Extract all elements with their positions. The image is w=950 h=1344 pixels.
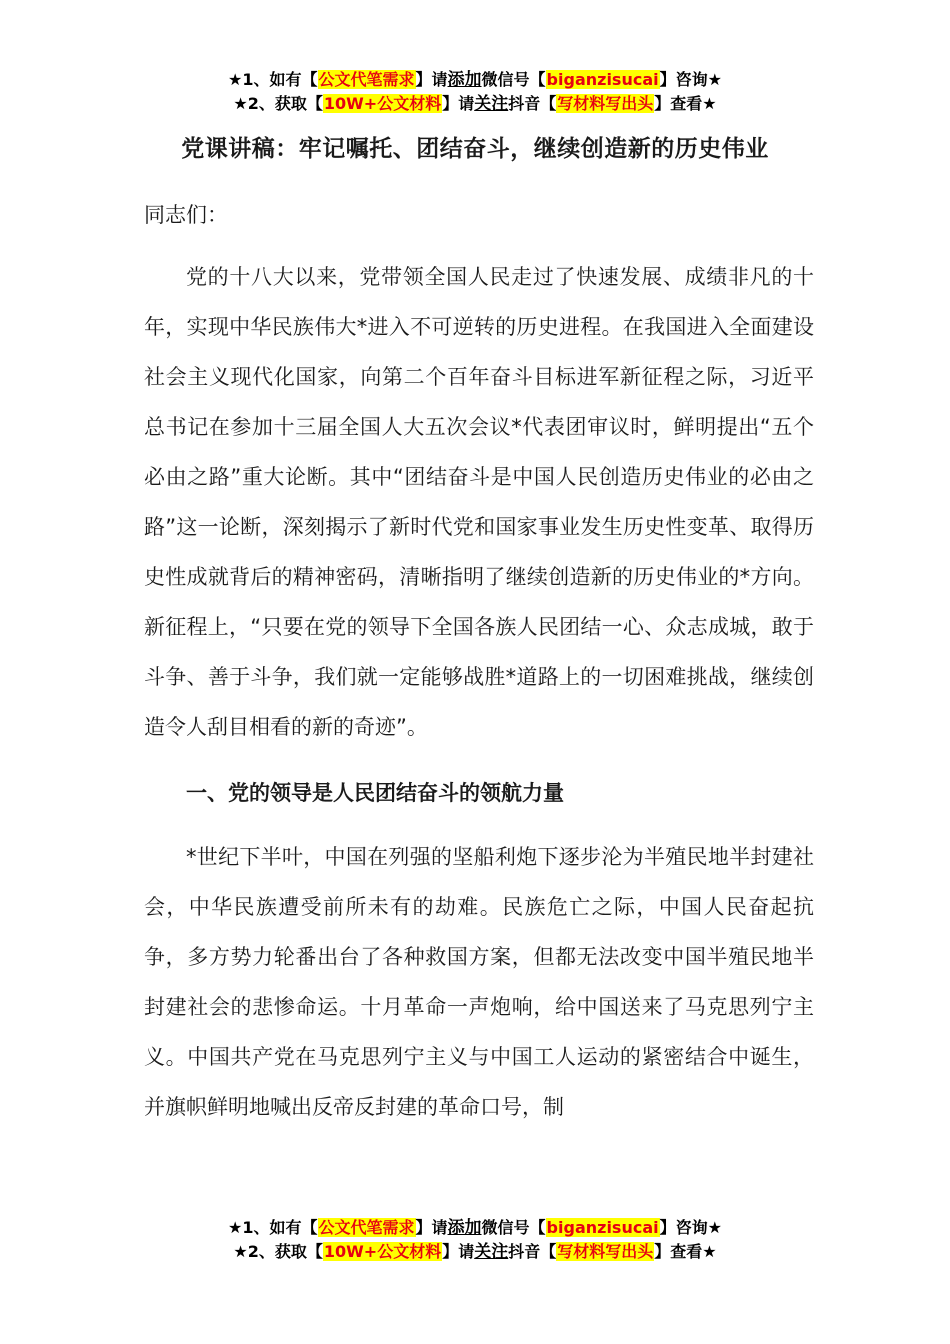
promo-emphasis: 添加 xyxy=(447,1218,482,1238)
promo-wechat-id: biganzisucai xyxy=(546,70,659,89)
bottom-promo-banner xyxy=(0,1216,950,1264)
promo-text: 】查看★ xyxy=(654,1242,717,1261)
promo-line-1 xyxy=(0,1216,950,1240)
promo-text: ★1、如有【 xyxy=(228,1218,318,1237)
document-title: 党课讲稿：牢记嘱托、团结奋斗，继续创造新的历史伟业 xyxy=(181,136,769,162)
promo-text: ★2、获取【 xyxy=(233,94,323,113)
promo-wechat-id: biganzisucai xyxy=(546,1218,659,1237)
section-heading: 一、党的领导是人民团结奋斗的领航力量 xyxy=(186,781,564,805)
promo-text: 微信号【 xyxy=(481,1218,546,1237)
promo-text: ★2、获取【 xyxy=(233,1242,323,1261)
document-body xyxy=(144,190,814,1132)
promo-emphasis: 添加 xyxy=(447,70,482,90)
promo-douyin-id: 写材料写出头 xyxy=(557,1242,654,1261)
promo-highlight: 10W+公文材料 xyxy=(323,1242,442,1261)
greeting: 同志们： xyxy=(144,203,228,227)
promo-text: 】请 xyxy=(415,1218,448,1237)
promo-line-1 xyxy=(0,68,950,92)
promo-text: ★1、如有【 xyxy=(228,70,318,89)
promo-text: 】请 xyxy=(442,1242,475,1261)
promo-highlight: 10W+公文材料 xyxy=(323,94,442,113)
promo-text: 】请 xyxy=(415,70,448,89)
paragraph: 党的十八大以来，党带领全国人民走过了快速发展、成绩非凡的十年，实现中华民族伟大*进入不可逆转的历史进程。在我国进入全面建设社会主义现代化国家，向第二个百年奋斗目标进军新征程之际，习近平总书记在参加十三届全国人大五次会议*代表团审议时，鲜明提出“五个必由之路”重大论断。其中“团结奋斗是中国人民创造历史伟业的必由之路”这一论断，深刻揭示了新时代党和国家事业发生历史性变革、取得历史性成就背后的精神密码，清晰指明了继续创造新的历史伟业的*方向。新征程上，“只要在党的领导下全国各族人民团结一心、众志成城，敢于斗争、善于斗争，我们就一定能够战胜*道路上的一切困难挑战，继续创造令人刮目相看的新的奇迹”。 xyxy=(144,265,814,739)
promo-text: 】咨询★ xyxy=(659,70,722,89)
promo-text: 微信号【 xyxy=(481,70,546,89)
promo-line-2 xyxy=(0,1240,950,1264)
promo-text: 抖音【 xyxy=(508,94,557,113)
promo-douyin-id: 写材料写出头 xyxy=(557,94,654,113)
promo-line-2 xyxy=(0,92,950,116)
promo-highlight: 公文代笔需求 xyxy=(318,70,415,89)
paragraph: *世纪下半叶，中国在列强的坚船利炮下逐步沦为半殖民地半封建社会，中华民族遭受前所未有的劫难。民族危亡之际，中国人民奋起抗争，多方势力轮番出台了各种救国方案，但都无法改变中国半殖民地半封建社会的悲惨命运。十月革命一声炮响，给中国送来了马克思列宁主义。中国共产党在马克思列宁主义与中国工人运动的紧密结合中诞生，并旗帜鲜明地喊出反帝反封建的革命口号，制 xyxy=(144,845,814,1119)
top-promo-banner xyxy=(0,68,950,116)
promo-text: 】请 xyxy=(442,94,475,113)
promo-text: 】查看★ xyxy=(654,94,717,113)
promo-text: 】咨询★ xyxy=(659,1218,722,1237)
promo-emphasis: 关注 xyxy=(474,1242,509,1262)
promo-emphasis: 关注 xyxy=(474,94,509,114)
promo-text: 抖音【 xyxy=(508,1242,557,1261)
promo-highlight: 公文代笔需求 xyxy=(318,1218,415,1237)
